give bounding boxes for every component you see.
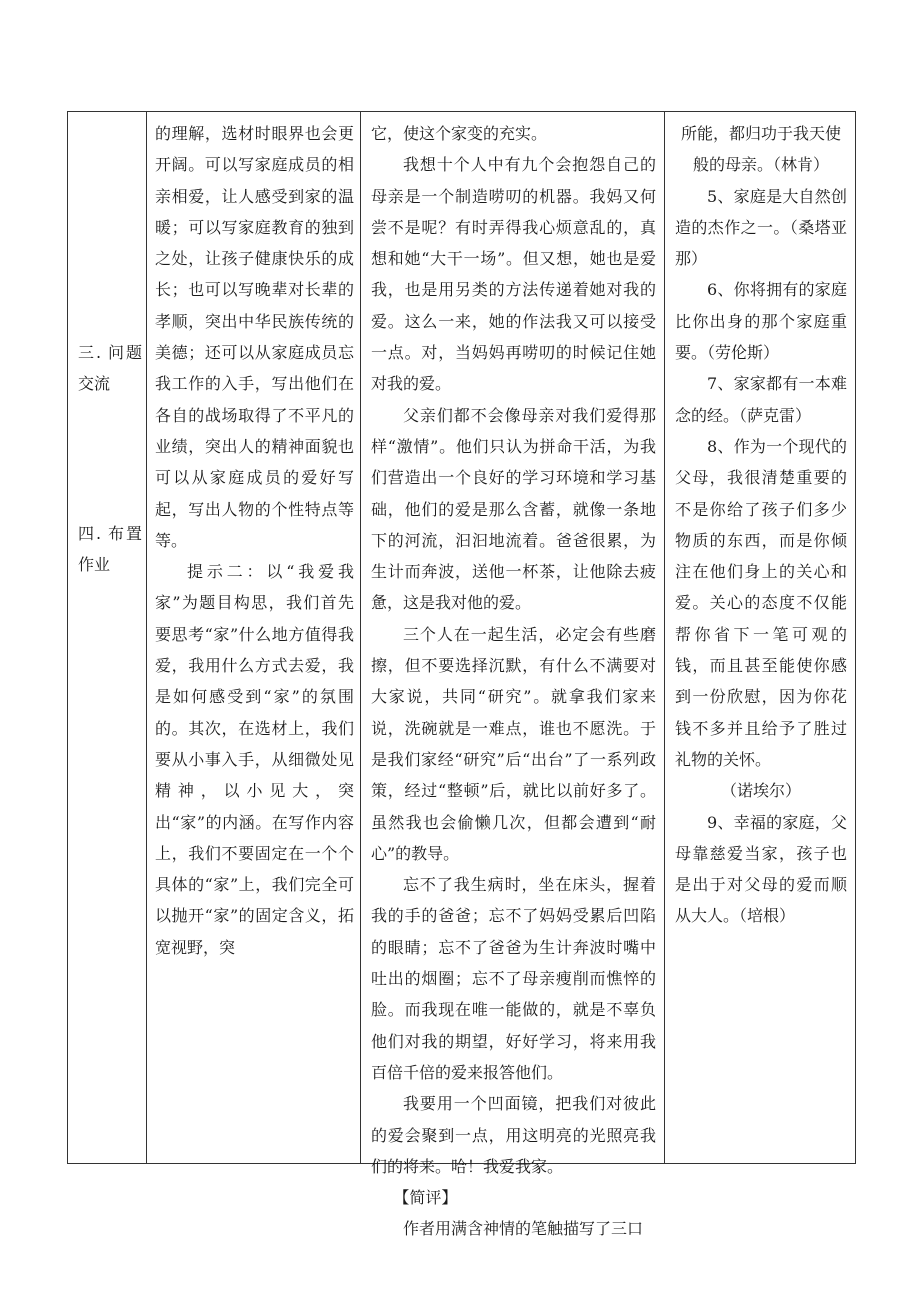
quote-7: 7、家家都有一本难念的经。（萨克雷）: [675, 374, 847, 425]
review-heading: 【简评】: [393, 1188, 458, 1208]
lesson-plan-table: [67, 111, 856, 1239]
section-label-4: 四. 布置作业: [78, 524, 142, 574]
quotes-column: [665, 112, 856, 1164]
quote-9: 9、幸福的家庭，父母靠慈爱当家，孩子也是出于对父母的爱而顺从大人。（培根）: [675, 812, 847, 926]
essay-paragraph-1: 它，使这个家变的充实。: [371, 124, 548, 143]
tips-paragraph-2: 提示二：以“我爱我家”为题目构思，我们首先要思考“家”什么地方值得我爱，我用什么方式去爱，我是如何感受到“家”的氛围的。其次，在选材上，我们要从小事入手，从细微处见精神，以小见大，突出“家”的内涵。在写作内容上，我们不要固定在一个个具体的“家”上，我们完全可以抛开“家”的固定含义，拓宽视野，突: [155, 562, 354, 957]
tips-paragraph-1: 的理解，选材时眼界也会更开阔。可以写家庭成员的相亲相爱，让人感受到家的温暖；可以写家庭教育的独到之处，让孩子健康快乐的成长；也可以写晚辈对长辈的孝顺，突出中华民族传统的美德；还可以从家庭成员忘我工作的入手，写出他们在各自的战场取得了不平凡的业绩，突出人的精神面貌也可以从家庭成员的爱好写起，写出人物的个性特点等等。: [155, 124, 354, 550]
section-label-3: 三. 问题交流: [78, 343, 142, 393]
quote-6: 6、你将拥有的家庭比你出身的那个家庭重要。（劳伦斯）: [675, 280, 847, 363]
essay-paragraph-2: 我想十个人中有九个会抱怨自己的母亲是一个制造唠叨的机器。我妈又何尝不是呢？有时弄得我心烦意乱的，真想和她“大干一场”。但又想，她也是爱我，也是用另类的方法传递着她对我的爱。这么一来，她的作法我又可以接受一点。对，当妈妈再唠叨的时候记住她对我的爱。: [371, 155, 656, 394]
quote-8: 8、作为一个现代的父母，我很清楚重要的不是你给了孩子们多少物质的东西，而是你倾注在他们身上的关心和爱。关心的态度不仅能帮你省下一笔可观的钱，而且甚至能使你感到一份欣慰，因为你花钱不多并且给予了胜过礼物的关怀。: [675, 436, 847, 769]
tips-column: [147, 112, 361, 1164]
essay-paragraph-5: 忘不了我生病时，坐在床头，握着我的手的爸爸；忘不了妈妈受累后凹陷的眼睛；忘不了爸爸为生计奔波时嘴中吐出的烟圈；忘不了母亲瘦削而憔悴的脸。而我现在唯一能做的，就是不辜负他们对我的期望，好好学习，将来用我百倍千倍的爱来报答他们。: [371, 875, 656, 1082]
quote-8-author: （诺埃尔）: [720, 781, 801, 801]
quote-4-continued: 所能，都归功于我天使般的母亲。（林肯）: [680, 124, 841, 175]
essay-paragraph-4: 三个人在一起生活，必定会有些磨擦，但不要选择沉默，有什么不满要对大家说，共同“研究”。就拿我们家来说，洗碗就是一难点，谁也不愿洗。于是我们家经“研究”后“出台”了一系列政策，经过“整顿”后，就比以前好多了。虽然我也会偷懒几次，但都会遭到“耐心”的教导。: [371, 624, 656, 863]
table-row: [68, 112, 856, 1164]
essay-paragraph-6: 我要用一个凹面镜，把我们对彼此的爱会聚到一点，用这明亮的光照亮我们的将来。哈！我爱我家。: [371, 1094, 656, 1176]
essay-column: [361, 112, 665, 1239]
section-label-column: [68, 112, 147, 1164]
essay-paragraph-3: 父亲们都不会像母亲对我们爱得那样“激情”。他们只认为拼命干活，为我们营造出一个良好的学习环境和学习基础，他们的爱是那么含蓄，就像一条地下的河流，汩汩地流着。爸爸很累，为生计而奔波，送他一杯茶，让他除去疲惫，这是我对他的爱。: [371, 405, 656, 613]
review-paragraph: 作者用满含神情的笔触描写了三口: [403, 1219, 644, 1239]
quote-5: 5、家庭是大自然创造的杰作之一。（桑塔亚那）: [675, 186, 847, 269]
